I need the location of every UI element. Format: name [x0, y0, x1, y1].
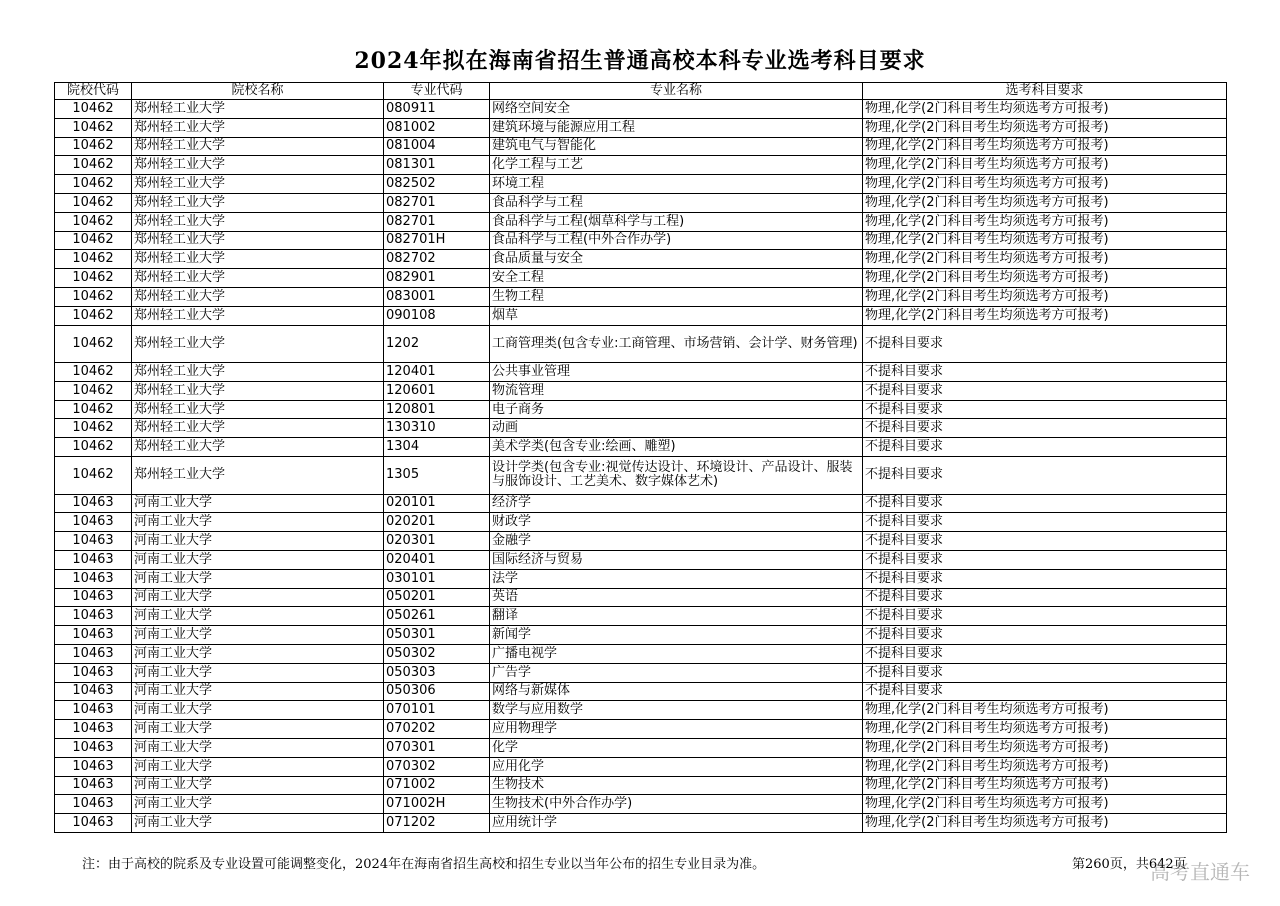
table-row	[55, 513, 1227, 532]
school-code-cell: 10462	[55, 118, 132, 137]
school-code-cell: 10462	[55, 363, 132, 382]
document-title: 2024年拟在海南省招生普通高校本科专业选考科目要求	[354, 48, 926, 74]
table-row	[55, 494, 1227, 513]
table-row	[55, 663, 1227, 682]
school-name-cell: 河南工业大学	[132, 682, 384, 701]
school-code-cell: 10463	[55, 814, 132, 833]
major-name-cell: 新闻学	[490, 626, 863, 645]
page-number: 第260页，共642页	[1072, 857, 1187, 872]
school-code-cell: 10463	[55, 494, 132, 513]
major-name-cell: 经济学	[490, 494, 863, 513]
school-name-cell: 郑州轻工业大学	[132, 100, 384, 119]
table-header-row	[55, 83, 1227, 100]
school-name-cell: 河南工业大学	[132, 588, 384, 607]
subject-requirement-cell: 物理,化学(2门科目考生均须选考方可报考)	[863, 795, 1227, 814]
subject-requirement-cell: 不提科目要求	[863, 682, 1227, 701]
subject-requirement-cell: 物理,化学(2门科目考生均须选考方可报考)	[863, 156, 1227, 175]
major-name-cell: 环境工程	[490, 175, 863, 194]
school-code-cell: 10462	[55, 457, 132, 495]
major-code-cell: 080911	[384, 100, 490, 119]
subject-requirement-cell: 物理,化学(2门科目考生均须选考方可报考)	[863, 738, 1227, 757]
school-code-cell: 10463	[55, 720, 132, 739]
table-row	[55, 532, 1227, 551]
school-code-cell: 10462	[55, 419, 132, 438]
school-name-cell: 郑州轻工业大学	[132, 156, 384, 175]
table-row	[55, 438, 1227, 457]
major-name-cell: 工商管理类(包含专业:工商管理、市场营销、会计学、财务管理)	[490, 325, 863, 363]
header-major-name: 专业名称	[490, 83, 863, 100]
major-name-cell: 安全工程	[490, 269, 863, 288]
subject-requirement-cell: 不提科目要求	[863, 532, 1227, 551]
school-code-cell: 10462	[55, 325, 132, 363]
major-name-cell: 物流管理	[490, 381, 863, 400]
major-name-cell: 广播电视学	[490, 644, 863, 663]
major-name-cell: 食品质量与安全	[490, 250, 863, 269]
school-code-cell: 10463	[55, 607, 132, 626]
subject-requirement-cell: 物理,化学(2门科目考生均须选考方可报考)	[863, 269, 1227, 288]
school-name-cell: 河南工业大学	[132, 626, 384, 645]
school-code-cell: 10462	[55, 231, 132, 250]
school-name-cell: 郑州轻工业大学	[132, 306, 384, 325]
school-code-cell: 10463	[55, 738, 132, 757]
major-code-cell: 082702	[384, 250, 490, 269]
subject-requirement-cell: 不提科目要求	[863, 419, 1227, 438]
school-name-cell: 河南工业大学	[132, 720, 384, 739]
school-name-cell: 河南工业大学	[132, 569, 384, 588]
school-name-cell: 河南工业大学	[132, 644, 384, 663]
school-name-cell: 河南工业大学	[132, 757, 384, 776]
major-code-cell: 082901	[384, 269, 490, 288]
school-code-cell: 10463	[55, 532, 132, 551]
subject-requirement-cell: 不提科目要求	[863, 513, 1227, 532]
major-code-cell: 130310	[384, 419, 490, 438]
school-code-cell: 10463	[55, 663, 132, 682]
major-name-cell: 生物技术	[490, 776, 863, 795]
major-name-cell: 电子商务	[490, 400, 863, 419]
major-code-cell: 1202	[384, 325, 490, 363]
school-code-cell: 10462	[55, 175, 132, 194]
subject-requirement-cell: 不提科目要求	[863, 663, 1227, 682]
major-code-cell: 050201	[384, 588, 490, 607]
major-code-cell: 050261	[384, 607, 490, 626]
table-row	[55, 814, 1227, 833]
subject-requirement-cell: 不提科目要求	[863, 607, 1227, 626]
school-code-cell: 10462	[55, 193, 132, 212]
subject-requirement-cell: 不提科目要求	[863, 325, 1227, 363]
school-code-cell: 10462	[55, 137, 132, 156]
major-code-cell: 1305	[384, 457, 490, 495]
table-row	[55, 644, 1227, 663]
major-name-cell: 建筑环境与能源应用工程	[490, 118, 863, 137]
school-name-cell: 郑州轻工业大学	[132, 231, 384, 250]
major-name-cell: 网络空间安全	[490, 100, 863, 119]
major-code-cell: 120801	[384, 400, 490, 419]
subject-requirement-cell: 物理,化学(2门科目考生均须选考方可报考)	[863, 250, 1227, 269]
table-row	[55, 682, 1227, 701]
major-code-cell: 020401	[384, 550, 490, 569]
major-code-cell: 081301	[384, 156, 490, 175]
school-code-cell: 10462	[55, 156, 132, 175]
major-name-cell: 生物技术(中外合作办学)	[490, 795, 863, 814]
major-name-cell: 公共事业管理	[490, 363, 863, 382]
school-name-cell: 郑州轻工业大学	[132, 325, 384, 363]
major-code-cell: 082502	[384, 175, 490, 194]
major-name-cell: 财政学	[490, 513, 863, 532]
major-code-cell: 020101	[384, 494, 490, 513]
subject-requirement-cell: 不提科目要求	[863, 550, 1227, 569]
major-name-cell: 设计学类(包含专业:视觉传达设计、环境设计、产品设计、服装与服饰设计、工艺美术、数字媒体艺术)	[490, 457, 863, 495]
subject-requirement-cell: 物理,化学(2门科目考生均须选考方可报考)	[863, 231, 1227, 250]
subject-requirement-cell: 不提科目要求	[863, 457, 1227, 495]
header-major-code: 专业代码	[384, 83, 490, 100]
school-code-cell: 10463	[55, 776, 132, 795]
table-row	[55, 363, 1227, 382]
major-name-cell: 数学与应用数学	[490, 701, 863, 720]
school-name-cell: 郑州轻工业大学	[132, 363, 384, 382]
subject-requirement-cell: 物理,化学(2门科目考生均须选考方可报考)	[863, 287, 1227, 306]
major-code-cell: 020301	[384, 532, 490, 551]
major-code-cell: 070301	[384, 738, 490, 757]
major-code-cell: 120601	[384, 381, 490, 400]
major-name-cell: 广告学	[490, 663, 863, 682]
school-code-cell: 10462	[55, 438, 132, 457]
table-row	[55, 550, 1227, 569]
subject-requirement-cell: 不提科目要求	[863, 569, 1227, 588]
school-code-cell: 10462	[55, 381, 132, 400]
school-name-cell: 河南工业大学	[132, 795, 384, 814]
school-name-cell: 郑州轻工业大学	[132, 457, 384, 495]
table-row	[55, 607, 1227, 626]
table-row	[55, 156, 1227, 175]
subject-requirement-cell: 不提科目要求	[863, 438, 1227, 457]
table-row	[55, 757, 1227, 776]
subject-requirement-cell: 不提科目要求	[863, 644, 1227, 663]
school-name-cell: 河南工业大学	[132, 776, 384, 795]
major-name-cell: 化学	[490, 738, 863, 757]
subject-requirement-cell: 不提科目要求	[863, 400, 1227, 419]
major-code-cell: 090108	[384, 306, 490, 325]
subject-requirement-cell: 物理,化学(2门科目考生均须选考方可报考)	[863, 757, 1227, 776]
school-name-cell: 河南工业大学	[132, 607, 384, 626]
subject-requirement-cell: 物理,化学(2门科目考生均须选考方可报考)	[863, 701, 1227, 720]
major-name-cell: 化学工程与工艺	[490, 156, 863, 175]
major-code-cell: 083001	[384, 287, 490, 306]
school-code-cell: 10463	[55, 513, 132, 532]
table-row	[55, 738, 1227, 757]
major-code-cell: 082701	[384, 212, 490, 231]
school-code-cell: 10462	[55, 400, 132, 419]
school-name-cell: 河南工业大学	[132, 701, 384, 720]
school-code-cell: 10463	[55, 701, 132, 720]
table-row	[55, 137, 1227, 156]
subject-requirement-cell: 不提科目要求	[863, 588, 1227, 607]
major-name-cell: 翻译	[490, 607, 863, 626]
table-row	[55, 457, 1227, 495]
major-code-cell: 120401	[384, 363, 490, 382]
school-name-cell: 郑州轻工业大学	[132, 212, 384, 231]
school-code-cell: 10462	[55, 100, 132, 119]
major-code-cell: 020201	[384, 513, 490, 532]
subject-requirement-cell: 物理,化学(2门科目考生均须选考方可报考)	[863, 776, 1227, 795]
school-name-cell: 河南工业大学	[132, 550, 384, 569]
header-subject-requirement: 选考科目要求	[863, 83, 1227, 100]
table-row	[55, 250, 1227, 269]
subject-requirement-cell: 物理,化学(2门科目考生均须选考方可报考)	[863, 306, 1227, 325]
school-code-cell: 10463	[55, 588, 132, 607]
major-code-cell: 071002H	[384, 795, 490, 814]
major-code-cell: 070202	[384, 720, 490, 739]
school-code-cell: 10463	[55, 795, 132, 814]
subject-requirement-cell: 物理,化学(2门科目考生均须选考方可报考)	[863, 720, 1227, 739]
major-name-cell: 食品科学与工程	[490, 193, 863, 212]
major-code-cell: 030101	[384, 569, 490, 588]
subject-requirement-cell: 不提科目要求	[863, 363, 1227, 382]
school-name-cell: 河南工业大学	[132, 814, 384, 833]
major-code-cell: 071202	[384, 814, 490, 833]
table-row	[55, 720, 1227, 739]
subject-requirement-cell: 物理,化学(2门科目考生均须选考方可报考)	[863, 137, 1227, 156]
school-code-cell: 10462	[55, 287, 132, 306]
table-row	[55, 381, 1227, 400]
school-code-cell: 10463	[55, 550, 132, 569]
school-code-cell: 10463	[55, 569, 132, 588]
school-name-cell: 郑州轻工业大学	[132, 250, 384, 269]
major-code-cell: 050306	[384, 682, 490, 701]
table-row	[55, 325, 1227, 363]
major-code-cell: 071002	[384, 776, 490, 795]
major-name-cell: 建筑电气与智能化	[490, 137, 863, 156]
school-code-cell: 10462	[55, 269, 132, 288]
major-code-cell: 050303	[384, 663, 490, 682]
school-name-cell: 郑州轻工业大学	[132, 193, 384, 212]
table-row	[55, 287, 1227, 306]
table-row	[55, 626, 1227, 645]
school-name-cell: 郑州轻工业大学	[132, 419, 384, 438]
subject-requirement-cell: 物理,化学(2门科目考生均须选考方可报考)	[863, 193, 1227, 212]
table-row	[55, 776, 1227, 795]
subject-requirement-cell: 不提科目要求	[863, 626, 1227, 645]
watermark: 高考直通车	[1150, 860, 1250, 884]
school-code-cell: 10462	[55, 212, 132, 231]
table-row	[55, 212, 1227, 231]
major-code-cell: 070101	[384, 701, 490, 720]
major-name-cell: 生物工程	[490, 287, 863, 306]
school-name-cell: 河南工业大学	[132, 738, 384, 757]
major-name-cell: 应用统计学	[490, 814, 863, 833]
header-school-name: 院校名称	[132, 83, 384, 100]
major-name-cell: 英语	[490, 588, 863, 607]
major-name-cell: 金融学	[490, 532, 863, 551]
major-name-cell: 法学	[490, 569, 863, 588]
school-code-cell: 10463	[55, 682, 132, 701]
major-name-cell: 食品科学与工程(烟草科学与工程)	[490, 212, 863, 231]
table-row	[55, 795, 1227, 814]
major-name-cell: 美术学类(包含专业:绘画、雕塑)	[490, 438, 863, 457]
major-name-cell: 国际经济与贸易	[490, 550, 863, 569]
school-code-cell: 10463	[55, 644, 132, 663]
table-row	[55, 588, 1227, 607]
major-code-cell: 081002	[384, 118, 490, 137]
major-code-cell: 082701H	[384, 231, 490, 250]
table-row	[55, 231, 1227, 250]
school-code-cell: 10462	[55, 306, 132, 325]
subject-requirement-cell: 物理,化学(2门科目考生均须选考方可报考)	[863, 118, 1227, 137]
major-code-cell: 050302	[384, 644, 490, 663]
school-name-cell: 郑州轻工业大学	[132, 438, 384, 457]
subject-requirement-cell: 不提科目要求	[863, 494, 1227, 513]
table-row	[55, 306, 1227, 325]
major-code-cell: 1304	[384, 438, 490, 457]
school-name-cell: 郑州轻工业大学	[132, 400, 384, 419]
major-code-cell: 070302	[384, 757, 490, 776]
footer-note: 注：由于高校的院系及专业设置可能调整变化，2024年在海南省招生高校和招生专业以当年公布的招生专业目录为准。	[82, 857, 766, 872]
school-name-cell: 河南工业大学	[132, 513, 384, 532]
major-name-cell: 食品科学与工程(中外合作办学)	[490, 231, 863, 250]
major-code-cell: 082701	[384, 193, 490, 212]
school-name-cell: 郑州轻工业大学	[132, 287, 384, 306]
table-row	[55, 419, 1227, 438]
table-row	[55, 175, 1227, 194]
school-name-cell: 河南工业大学	[132, 532, 384, 551]
table-row	[55, 118, 1227, 137]
major-name-cell: 网络与新媒体	[490, 682, 863, 701]
school-name-cell: 郑州轻工业大学	[132, 118, 384, 137]
table-row	[55, 701, 1227, 720]
school-name-cell: 郑州轻工业大学	[132, 269, 384, 288]
table-body	[55, 100, 1227, 833]
requirements-table	[54, 82, 1227, 833]
school-code-cell: 10463	[55, 626, 132, 645]
table-row	[55, 269, 1227, 288]
header-school-code: 院校代码	[55, 83, 132, 100]
table-row	[55, 569, 1227, 588]
major-name-cell: 烟草	[490, 306, 863, 325]
major-code-cell: 081004	[384, 137, 490, 156]
subject-requirement-cell: 物理,化学(2门科目考生均须选考方可报考)	[863, 175, 1227, 194]
major-name-cell: 动画	[490, 419, 863, 438]
table-row	[55, 100, 1227, 119]
school-name-cell: 郑州轻工业大学	[132, 137, 384, 156]
school-name-cell: 郑州轻工业大学	[132, 381, 384, 400]
school-code-cell: 10463	[55, 757, 132, 776]
subject-requirement-cell: 物理,化学(2门科目考生均须选考方可报考)	[863, 814, 1227, 833]
table-row	[55, 193, 1227, 212]
school-name-cell: 河南工业大学	[132, 494, 384, 513]
school-name-cell: 河南工业大学	[132, 663, 384, 682]
subject-requirement-cell: 物理,化学(2门科目考生均须选考方可报考)	[863, 100, 1227, 119]
major-code-cell: 050301	[384, 626, 490, 645]
table-row	[55, 400, 1227, 419]
school-name-cell: 郑州轻工业大学	[132, 175, 384, 194]
school-code-cell: 10462	[55, 250, 132, 269]
subject-requirement-cell: 不提科目要求	[863, 381, 1227, 400]
subject-requirement-cell: 物理,化学(2门科目考生均须选考方可报考)	[863, 212, 1227, 231]
major-name-cell: 应用化学	[490, 757, 863, 776]
major-name-cell: 应用物理学	[490, 720, 863, 739]
